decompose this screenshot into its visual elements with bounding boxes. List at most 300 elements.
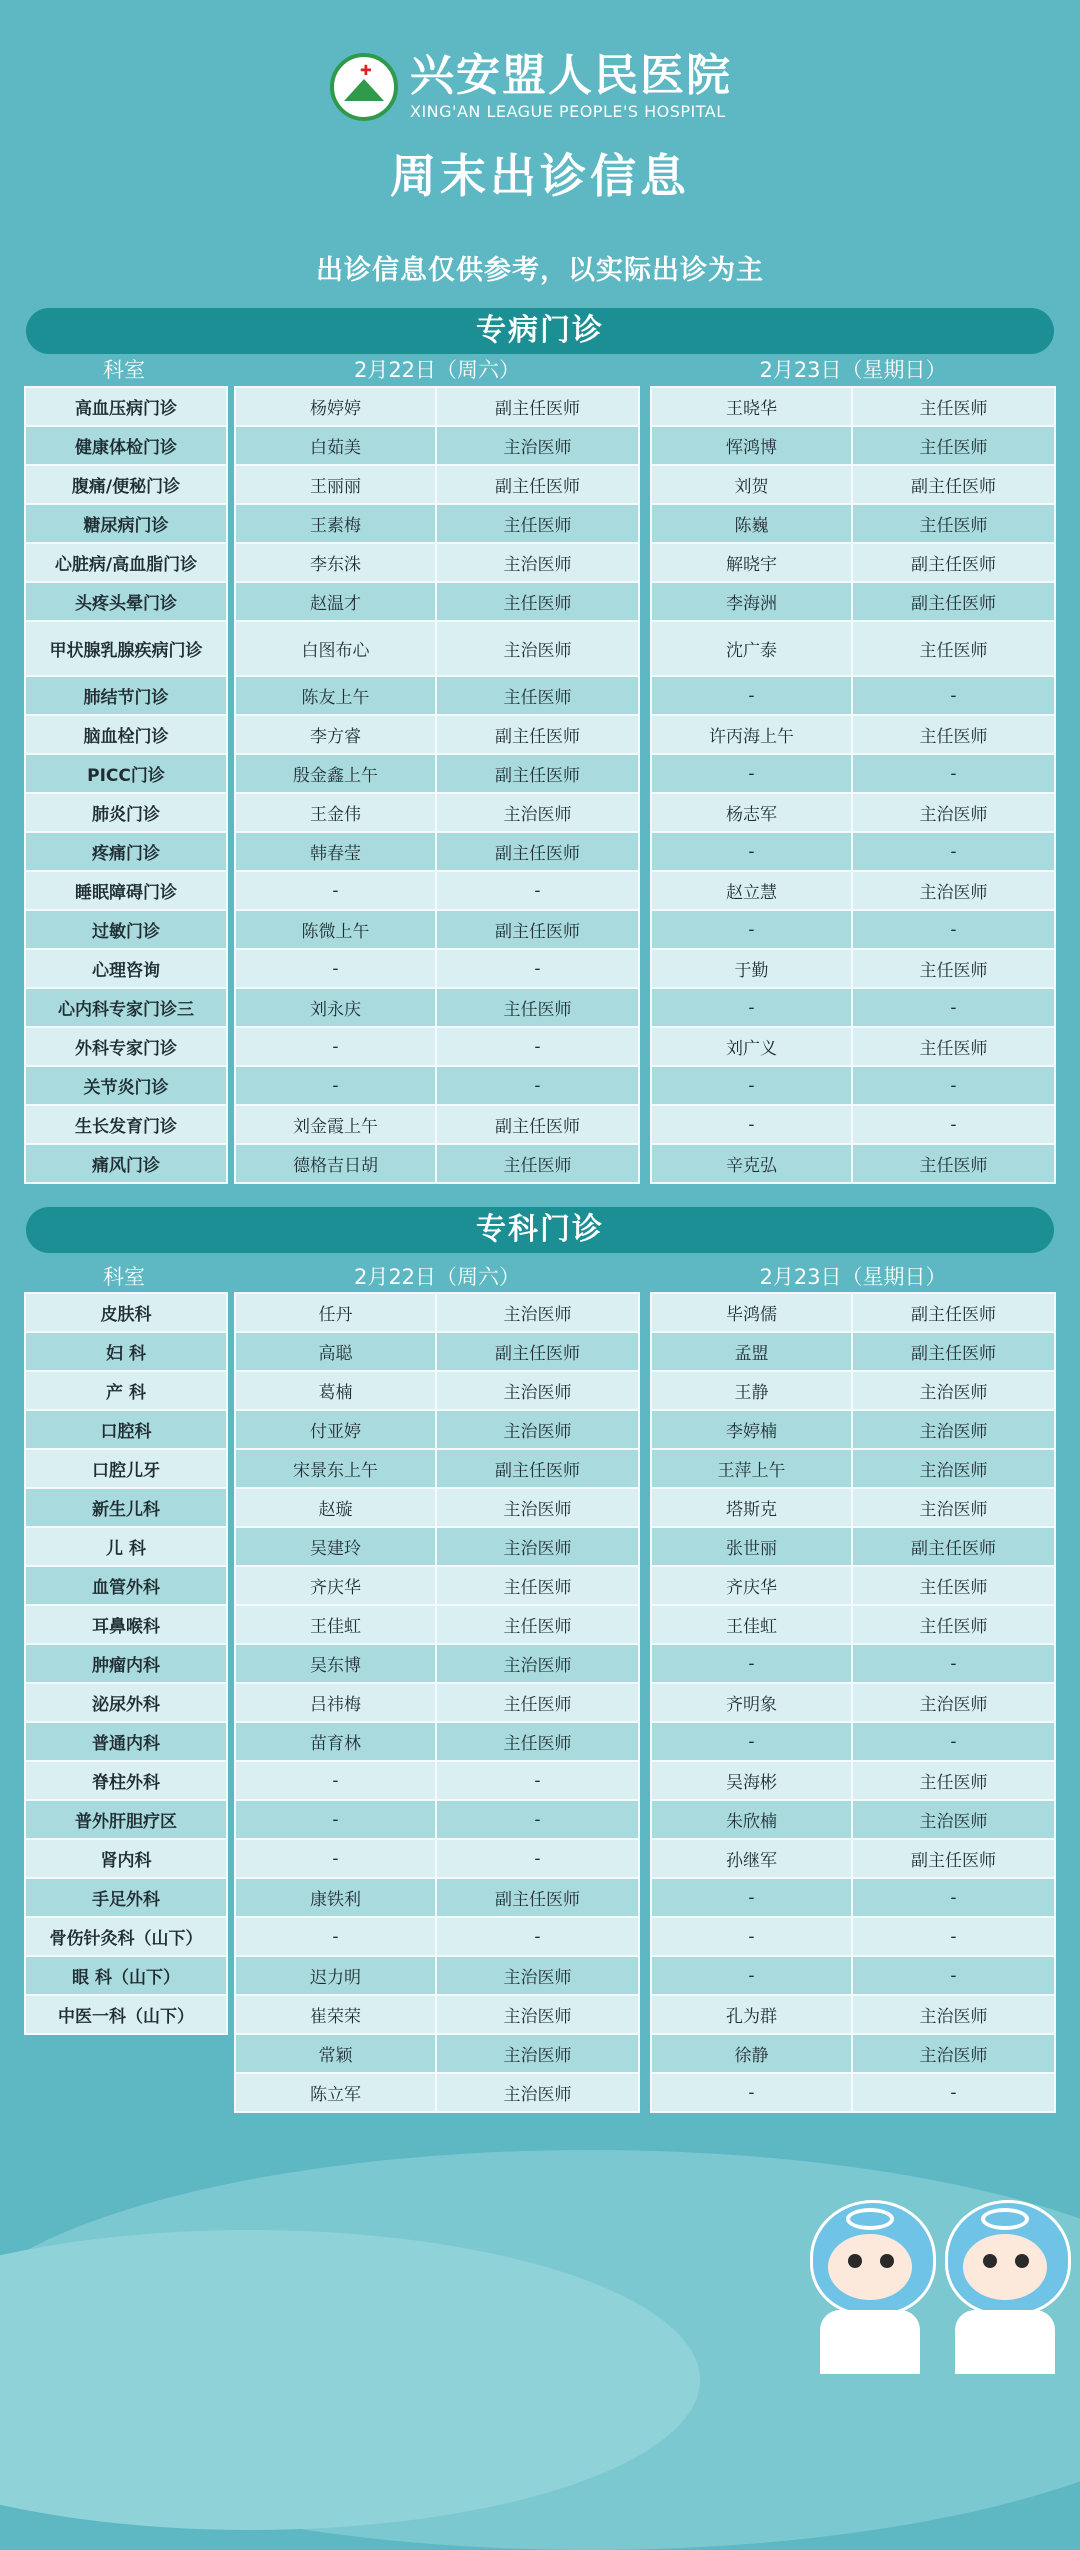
doctor-name: 张世丽 <box>650 1528 853 1567</box>
table-row <box>24 1762 228 1801</box>
hospital-logo <box>330 52 732 121</box>
doctor-name: - <box>650 833 853 872</box>
doctor-title: 主任医师 <box>853 505 1056 544</box>
table-row <box>650 911 1056 950</box>
table-row <box>234 1333 640 1372</box>
doctor-name: - <box>650 1957 853 1996</box>
dept-name: 睡眠障碍门诊 <box>24 872 228 911</box>
table-row <box>650 544 1056 583</box>
table-row <box>650 505 1056 544</box>
table-row <box>650 1918 1056 1957</box>
doctor-name: 王佳虹 <box>234 1606 437 1645</box>
dept-name: 生长发育门诊 <box>24 1106 228 1145</box>
doctor-title: 主任医师 <box>437 1567 640 1606</box>
doctor-title: - <box>437 950 640 989</box>
table-row <box>24 1879 228 1918</box>
table-row <box>234 466 640 505</box>
doctor-title: - <box>853 677 1056 716</box>
table-row <box>234 622 640 677</box>
doctor-title: - <box>437 1801 640 1840</box>
table-row <box>650 716 1056 755</box>
doctor-title: 副主任医师 <box>853 544 1056 583</box>
table-row <box>24 677 228 716</box>
doctor-title: 主治医师 <box>437 794 640 833</box>
doctor-title: - <box>853 989 1056 1028</box>
dept-name: 疼痛门诊 <box>24 833 228 872</box>
table-row <box>24 1684 228 1723</box>
table-row <box>234 505 640 544</box>
table-row <box>234 1567 640 1606</box>
dept-name: 高血压病门诊 <box>24 386 228 427</box>
doctor-title: - <box>437 1840 640 1879</box>
doctor-name: 刘金霞上午 <box>234 1106 437 1145</box>
dept-name: PICC门诊 <box>24 755 228 794</box>
day1-table <box>234 386 640 1184</box>
doctor-name: 德格吉日胡 <box>234 1145 437 1184</box>
table-row <box>24 1067 228 1106</box>
table-row <box>24 1106 228 1145</box>
table-row <box>234 1996 640 2035</box>
dept-name: 痛风门诊 <box>24 1145 228 1184</box>
dept-name: 普外肝胆疗区 <box>24 1801 228 1840</box>
doctor-name: - <box>234 872 437 911</box>
doctor-name: - <box>650 1723 853 1762</box>
doctor-title: - <box>853 1723 1056 1762</box>
doctor-name: 孙继军 <box>650 1840 853 1879</box>
doctor-title: 主任医师 <box>437 677 640 716</box>
table-row <box>234 1528 640 1567</box>
doctor-name: - <box>234 1762 437 1801</box>
dept-name: 骨伤针灸科（山下） <box>24 1918 228 1957</box>
doctor-title: - <box>437 872 640 911</box>
doctor-name: 许丙海上午 <box>650 716 853 755</box>
table-row <box>234 1879 640 1918</box>
dept-name: 眼 科（山下） <box>24 1957 228 1996</box>
table-row <box>24 427 228 466</box>
table-row <box>234 1684 640 1723</box>
dept-name: 肿瘤内科 <box>24 1645 228 1684</box>
table-row <box>650 622 1056 677</box>
doctor-name: 陈友上午 <box>234 677 437 716</box>
doctor-title: 主治医师 <box>853 1801 1056 1840</box>
doctor-name: 解晓宇 <box>650 544 853 583</box>
table-row <box>650 1067 1056 1106</box>
doctor-name: 孟盟 <box>650 1333 853 1372</box>
table-row <box>24 755 228 794</box>
doctor-title: 副主任医师 <box>853 1840 1056 1879</box>
doctor-title: - <box>853 1918 1056 1957</box>
doctor-name: - <box>234 1028 437 1067</box>
table-row <box>650 1606 1056 1645</box>
hospital-name-cn: 兴安盟人民医院 <box>410 50 732 101</box>
doctor-title: 主任医师 <box>853 716 1056 755</box>
doctor-name: 杨婷婷 <box>234 386 437 427</box>
table-row <box>234 1489 640 1528</box>
table-row <box>24 583 228 622</box>
doctor-title: 主治医师 <box>853 1684 1056 1723</box>
table-row <box>24 989 228 1028</box>
doctor-name: 塔斯克 <box>650 1489 853 1528</box>
table-row <box>234 544 640 583</box>
doctor-name: 王丽丽 <box>234 466 437 505</box>
column-header-day2: 2月23日（星期日） <box>759 358 947 382</box>
mascot-right <box>935 2190 1075 2374</box>
doctor-title: 副主任医师 <box>437 1333 640 1372</box>
table-row <box>24 1801 228 1840</box>
doctor-title: 主任医师 <box>437 1684 640 1723</box>
doctor-title: - <box>853 1106 1056 1145</box>
doctor-title: 主治医师 <box>437 427 640 466</box>
day1-table <box>234 1292 640 2113</box>
doctor-name: 宋景东上午 <box>234 1450 437 1489</box>
table-row <box>234 794 640 833</box>
doctor-title: 副主任医师 <box>437 466 640 505</box>
doctor-title: - <box>437 1762 640 1801</box>
table-row <box>24 544 228 583</box>
table-row <box>234 1145 640 1184</box>
table-row <box>234 1606 640 1645</box>
doctor-title: 主治医师 <box>853 1372 1056 1411</box>
dept-name: 头疼头晕门诊 <box>24 583 228 622</box>
table-row <box>234 2035 640 2074</box>
doctor-name: 王萍上午 <box>650 1450 853 1489</box>
doctor-name: 毕鸿儒 <box>650 1292 853 1333</box>
doctor-name: - <box>650 1918 853 1957</box>
doctor-name: 吕祎梅 <box>234 1684 437 1723</box>
doctor-name: 赵立慧 <box>650 872 853 911</box>
table-row <box>234 872 640 911</box>
doctor-title: 主治医师 <box>437 1645 640 1684</box>
doctor-title: - <box>853 1957 1056 1996</box>
table-row <box>24 1145 228 1184</box>
dept-name: 手足外科 <box>24 1879 228 1918</box>
table-row <box>650 1450 1056 1489</box>
table-row <box>234 1067 640 1106</box>
doctor-name: - <box>234 950 437 989</box>
doctor-title: 主任医师 <box>437 1723 640 1762</box>
table-row <box>650 872 1056 911</box>
doctor-title: 主任医师 <box>853 1567 1056 1606</box>
dept-name: 肺炎门诊 <box>24 794 228 833</box>
table-row <box>650 1028 1056 1067</box>
table-row <box>234 1372 640 1411</box>
column-header-day1: 2月22日（周六） <box>353 1265 521 1289</box>
table-row <box>234 2074 640 2113</box>
table-row <box>650 2074 1056 2113</box>
doctor-title: 主治医师 <box>853 2035 1056 2074</box>
dept-name: 心理咨询 <box>24 950 228 989</box>
table-row <box>234 427 640 466</box>
table-row <box>24 622 228 677</box>
doctor-name: 恽鸿博 <box>650 427 853 466</box>
section-title-specialty-dept: 专科门诊 <box>26 1207 1054 1253</box>
doctor-name: 迟力明 <box>234 1957 437 1996</box>
table-row <box>234 1292 640 1333</box>
table-row <box>650 989 1056 1028</box>
table-row <box>650 1801 1056 1840</box>
table-row <box>650 1567 1056 1606</box>
doctor-name: 刘永庆 <box>234 989 437 1028</box>
table-row <box>234 1106 640 1145</box>
doctor-title: 主治医师 <box>437 544 640 583</box>
doctor-name: 崔荣荣 <box>234 1996 437 2035</box>
doctor-name: 辛克弘 <box>650 1145 853 1184</box>
table-row <box>24 1372 228 1411</box>
table-row <box>650 677 1056 716</box>
day2-table <box>650 386 1056 1184</box>
doctor-title: 副主任医师 <box>437 755 640 794</box>
doctor-title: 副主任医师 <box>853 1292 1056 1333</box>
table-row <box>234 989 640 1028</box>
page-title: 周末出诊信息 <box>390 149 690 203</box>
doctor-title: 主治医师 <box>853 1450 1056 1489</box>
table-row <box>24 833 228 872</box>
dept-name: 脊柱外科 <box>24 1762 228 1801</box>
doctor-name: 李方睿 <box>234 716 437 755</box>
table-row <box>24 1489 228 1528</box>
table-row <box>24 1918 228 1957</box>
table-row <box>650 1333 1056 1372</box>
column-header-day2: 2月23日（星期日） <box>759 1265 947 1289</box>
doctor-title: 主任医师 <box>437 505 640 544</box>
table-row <box>650 1106 1056 1145</box>
table-row <box>234 1411 640 1450</box>
dept-name: 甲状腺乳腺疾病门诊 <box>24 622 228 677</box>
table-row <box>650 466 1056 505</box>
doctor-name: 孔为群 <box>650 1996 853 2035</box>
doctor-name: 陈微上午 <box>234 911 437 950</box>
doctor-name: 王晓华 <box>650 386 853 427</box>
dept-table <box>24 1292 228 2035</box>
doctor-title: 主治医师 <box>437 1292 640 1333</box>
doctor-name: 朱欣楠 <box>650 1801 853 1840</box>
doctor-name: 赵温才 <box>234 583 437 622</box>
doctor-name: 李东洙 <box>234 544 437 583</box>
dept-table <box>24 386 228 1184</box>
table-row <box>650 1762 1056 1801</box>
table-row <box>650 1372 1056 1411</box>
doctor-title: 主治医师 <box>437 1411 640 1450</box>
doctor-title: 主任医师 <box>437 583 640 622</box>
doctor-name: 齐庆华 <box>650 1567 853 1606</box>
doctor-title: 主治医师 <box>437 1528 640 1567</box>
doctor-title: 副主任医师 <box>437 833 640 872</box>
doctor-title: - <box>437 1067 640 1106</box>
doctor-name: 陈立军 <box>234 2074 437 2113</box>
table-row <box>650 1292 1056 1333</box>
table-row <box>650 1957 1056 1996</box>
table-row <box>24 1292 228 1333</box>
doctor-title: 副主任医师 <box>437 1879 640 1918</box>
doctor-title: 主治医师 <box>437 1957 640 1996</box>
table-row <box>650 1645 1056 1684</box>
doctor-title: 主治医师 <box>437 2074 640 2113</box>
dept-name: 心脏病/高血脂门诊 <box>24 544 228 583</box>
day2-table <box>650 1292 1056 2113</box>
dept-name: 脑血栓门诊 <box>24 716 228 755</box>
section-title-specialty-disease: 专病门诊 <box>26 308 1054 354</box>
doctor-title: 副主任医师 <box>437 716 640 755</box>
doctor-title: 主治医师 <box>853 872 1056 911</box>
doctor-title: - <box>853 2074 1056 2113</box>
doctor-name: - <box>234 1801 437 1840</box>
doctor-title: 主任医师 <box>853 427 1056 466</box>
doctor-title: - <box>437 1028 640 1067</box>
dept-name: 中医一科（山下） <box>24 1996 228 2035</box>
table-row <box>24 950 228 989</box>
table-row <box>234 1840 640 1879</box>
doctor-name: 李海洲 <box>650 583 853 622</box>
dept-name: 妇 科 <box>24 1333 228 1372</box>
doctor-name: 王金伟 <box>234 794 437 833</box>
table-row <box>650 2035 1056 2074</box>
dept-name: 皮肤科 <box>24 1292 228 1333</box>
doctor-name: 吴海彬 <box>650 1762 853 1801</box>
table-row <box>234 1801 640 1840</box>
doctor-name: 高聪 <box>234 1333 437 1372</box>
doctor-title: 主任医师 <box>853 1145 1056 1184</box>
doctor-name: - <box>234 1067 437 1106</box>
dept-name: 血管外科 <box>24 1567 228 1606</box>
doctor-title: 主任医师 <box>853 622 1056 677</box>
table-row <box>650 794 1056 833</box>
table-row <box>24 1645 228 1684</box>
doctor-title: 主任医师 <box>853 1028 1056 1067</box>
doctor-name: - <box>650 911 853 950</box>
table-row <box>24 716 228 755</box>
table-row <box>650 833 1056 872</box>
table-row <box>234 1957 640 1996</box>
doctor-name: 韩春莹 <box>234 833 437 872</box>
doctor-name: - <box>234 1918 437 1957</box>
doctor-name: 于勤 <box>650 950 853 989</box>
dept-name: 普通内科 <box>24 1723 228 1762</box>
table-row <box>650 1684 1056 1723</box>
table-row <box>650 386 1056 427</box>
table-row <box>234 677 640 716</box>
table-row <box>234 386 640 427</box>
doctor-name: 李婷楠 <box>650 1411 853 1450</box>
doctor-title: 副主任医师 <box>437 1450 640 1489</box>
table-row <box>234 950 640 989</box>
doctor-name: 齐庆华 <box>234 1567 437 1606</box>
doctor-title: 主治医师 <box>853 1411 1056 1450</box>
doctor-name: - <box>650 677 853 716</box>
doctor-name: - <box>650 2074 853 2113</box>
table-row <box>234 911 640 950</box>
doctor-title: - <box>853 1067 1056 1106</box>
doctor-title: 主任医师 <box>437 1606 640 1645</box>
table-row <box>24 386 228 427</box>
table-row <box>650 755 1056 794</box>
table-row <box>24 1723 228 1762</box>
mascot-left <box>800 2190 940 2374</box>
doctor-title: 主治医师 <box>437 1996 640 2035</box>
dept-name: 口腔儿牙 <box>24 1450 228 1489</box>
table-row <box>234 1762 640 1801</box>
table-row <box>24 1567 228 1606</box>
table-row <box>650 1879 1056 1918</box>
dept-name: 糖尿病门诊 <box>24 505 228 544</box>
doctor-title: 副主任医师 <box>437 386 640 427</box>
table-row <box>24 794 228 833</box>
dept-name: 肾内科 <box>24 1840 228 1879</box>
table-row <box>24 1450 228 1489</box>
doctor-title: 主治医师 <box>437 2035 640 2074</box>
doctor-title: 副主任医师 <box>437 1106 640 1145</box>
dept-name: 心内科专家门诊三 <box>24 989 228 1028</box>
doctor-title: 主治医师 <box>437 1372 640 1411</box>
doctor-title: 副主任医师 <box>853 1528 1056 1567</box>
table-row <box>650 1723 1056 1762</box>
table-row <box>24 1606 228 1645</box>
hospital-name-en: XING'AN LEAGUE PEOPLE'S HOSPITAL <box>410 102 726 121</box>
doctor-title: 主任医师 <box>853 1606 1056 1645</box>
doctor-name: - <box>650 1645 853 1684</box>
dept-name: 泌尿外科 <box>24 1684 228 1723</box>
doctor-title: 主治医师 <box>853 1996 1056 2035</box>
doctor-title: 主任医师 <box>853 1762 1056 1801</box>
page-subtitle: 出诊信息仅供参考，以实际出诊为主 <box>316 255 764 286</box>
doctor-name: - <box>650 989 853 1028</box>
dept-name: 耳鼻喉科 <box>24 1606 228 1645</box>
dept-name: 外科专家门诊 <box>24 1028 228 1067</box>
table-row <box>24 1028 228 1067</box>
table-row <box>234 716 640 755</box>
doctor-name: 杨志军 <box>650 794 853 833</box>
doctor-title: - <box>853 911 1056 950</box>
table-row <box>24 911 228 950</box>
dept-name: 新生儿科 <box>24 1489 228 1528</box>
doctor-name: - <box>234 1840 437 1879</box>
doctor-title: 主任医师 <box>437 1145 640 1184</box>
table-row <box>650 1489 1056 1528</box>
doctor-name: 任丹 <box>234 1292 437 1333</box>
table-row <box>650 1145 1056 1184</box>
doctor-name: - <box>650 1106 853 1145</box>
doctor-name: 赵璇 <box>234 1489 437 1528</box>
doctor-name: - <box>650 1067 853 1106</box>
dept-name: 口腔科 <box>24 1411 228 1450</box>
doctor-name: 徐静 <box>650 2035 853 2074</box>
doctor-name: 白图布心 <box>234 622 437 677</box>
doctor-name: 白茹美 <box>234 427 437 466</box>
table-row <box>234 833 640 872</box>
doctor-name: 刘贺 <box>650 466 853 505</box>
doctor-title: 主治医师 <box>437 1489 640 1528</box>
doctor-title: - <box>437 1918 640 1957</box>
doctor-name: 沈广泰 <box>650 622 853 677</box>
column-header-day1: 2月22日（周六） <box>353 358 521 382</box>
doctor-name: 常颖 <box>234 2035 437 2074</box>
header <box>0 0 1080 230</box>
table-row <box>24 1957 228 1996</box>
column-header-dept: 科室 <box>103 1265 145 1289</box>
table-row <box>234 1723 640 1762</box>
doctor-title: 副主任医师 <box>853 466 1056 505</box>
doctor-name: 刘广义 <box>650 1028 853 1067</box>
doctor-title: 主治医师 <box>437 622 640 677</box>
table-row <box>234 1028 640 1067</box>
table-row <box>650 950 1056 989</box>
doctor-name: 王佳虹 <box>650 1606 853 1645</box>
doctor-name: 付亚婷 <box>234 1411 437 1450</box>
doctor-title: - <box>853 1879 1056 1918</box>
doctor-title: - <box>853 833 1056 872</box>
doctor-title: 主治医师 <box>853 794 1056 833</box>
doctor-title: 主治医师 <box>853 1489 1056 1528</box>
table-row <box>650 583 1056 622</box>
